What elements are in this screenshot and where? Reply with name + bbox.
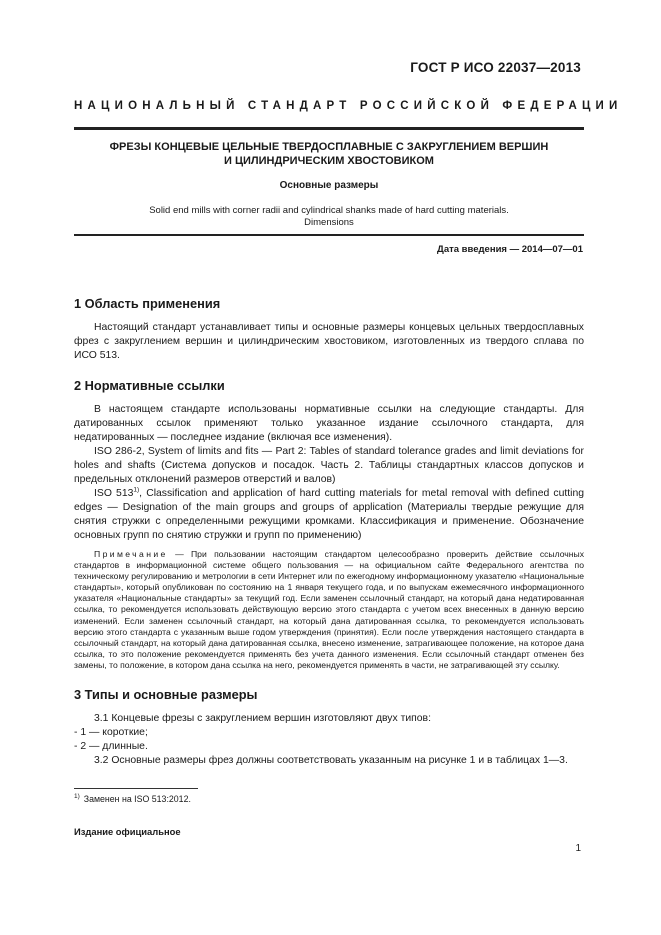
title-line-2: И ЦИЛИНДРИЧЕСКИМ ХВОСТОВИКОМ [224, 155, 434, 167]
english-title-line-1: Solid end mills with corner radii and cylindrical shanks made of hard cutting materials. [149, 205, 509, 216]
section-1-text: Настоящий стандарт устанавливает типы и основные размеры концевых цельных твердосплавных фрез с закруглением вершин и цилиндрическим хвостовиком, изготовленных из твердого сплава по ИСО 513. [74, 322, 584, 361]
reference-iso-513: ISO 513 [94, 488, 134, 499]
title-divider [74, 234, 584, 236]
footnote-divider [74, 788, 198, 789]
footnote-ref: 1) [133, 486, 140, 494]
section-3-paragraph-2: 3.2 Основные размеры фрез должны соответствовать указанным на рисунке 1 и в таблицах 1—3. [94, 755, 568, 767]
document-subtitle: Основные размеры [279, 180, 379, 191]
type-2-item: - 2 — длинные. [74, 741, 148, 753]
section-3-paragraph-1: 3.1 Концевые фрезы с закруглением вершин изготовляют двух типов: [94, 713, 431, 725]
section-2-paragraph-3 [74, 487, 584, 543]
section-2-note [74, 549, 584, 671]
footnote-text: Заменен на ISO 513:2012. [83, 794, 191, 804]
section-2-heading: 2 Нормативные ссылки [74, 378, 225, 393]
reference-iso-513-text: , Classification and application of hard cutting materials for metal removal with defined cutting edges — Designation of the main groups and groups of application (Материалы твердые режущие для снятия стружки с определенными режущими кромками. Классификация и применение. Обозначение основных групп по снятию стружки и групп по применению) [74, 488, 585, 541]
main-content [74, 296, 584, 768]
title-line-1: ФРЕЗЫ КОНЦЕВЫЕ ЦЕЛЬНЫЕ ТВЕРДОСПЛАВНЫЕ С ЗАКРУГЛЕНИЕМ ВЕРШИН [109, 141, 549, 153]
footnote-mark: 1) [74, 793, 80, 801]
top-divider [74, 127, 584, 130]
standard-code: ГОСТ Р ИСО 22037—2013 [410, 60, 581, 75]
document-title [74, 140, 584, 168]
section-scope [74, 296, 584, 363]
footnote [74, 794, 191, 804]
introduction-date: Дата введения — 2014—07—01 [437, 244, 583, 255]
section-3-heading: 3 Типы и основные размеры [74, 687, 258, 703]
section-1-heading: 1 Область применения [74, 296, 221, 311]
national-standard-banner: НАЦИОНАЛЬНЫЙ СТАНДАРТ РОССИЙСКОЙ ФЕДЕРАЦИИ [74, 100, 623, 112]
english-title [74, 205, 584, 229]
note-text: — При пользовании настоящим стандартом целесообразно проверить действие ссылочных стандартов в информационной системе общего пользования — на официальном сайте Федерального агентства по техническому регулированию и метрологии в сети Интернет или по ежегодному информационному указателю «Национальные стандарты», который опубликован по состоянию на 1 января текущего года, и по выпускам ежемесячного информационного указателя «Национальные стандарты» за текущий год. Если заменен ссылочный стандарт, на который дана недатированная ссылка, то рекомендуется использовать действующую версию этого стандарта с учетом всех внесенных в данную версию изменений. Если заменен ссылочный стандарт, на который дана датированная ссылка, то рекомендуется использовать версию этого стандарта с указанным выше годом утверждения (принятия). Если после утверждения настоящего стандарта в ссылочный стандарт, на который дана датированная ссылка, внесено изменение, затрагивающее положение, на которое дана ссылка, то это положение рекомендуется применять без учета данного изменения. Если ссылочный стандарт отменен без замены, то положение, в котором дана ссылка на него, рекомендуется применять в части, не затрагивающей эту ссылку. [74, 549, 584, 670]
type-1-item: - 1 — короткие; [74, 727, 148, 739]
english-title-line-2: Dimensions [304, 217, 354, 228]
spacer [74, 671, 584, 687]
section-2-paragraph-2: ISO 286-2, System of limits and fits — Part 2: Tables of standard tolerance grades and limit deviations for holes and shafts (Система допусков и посадок. Часть 2. Таблицы стандартных классов допусков и предельных отклонений размеров отверстий и валов) [74, 446, 584, 485]
official-edition-label: Издание официальное [74, 826, 181, 837]
section-2-paragraph-1: В настоящем стандарте использованы нормативные ссылки на следующие стандарты. Для датированных ссылок применяют только указанное издание ссылочного стандарта, для недатированных — последнее издание (включая все изменения). [74, 404, 584, 443]
section-normative-references [74, 378, 584, 671]
section-types-dimensions [74, 687, 584, 768]
note-label: Примечание [94, 549, 168, 559]
page-number: 1 [575, 843, 581, 854]
